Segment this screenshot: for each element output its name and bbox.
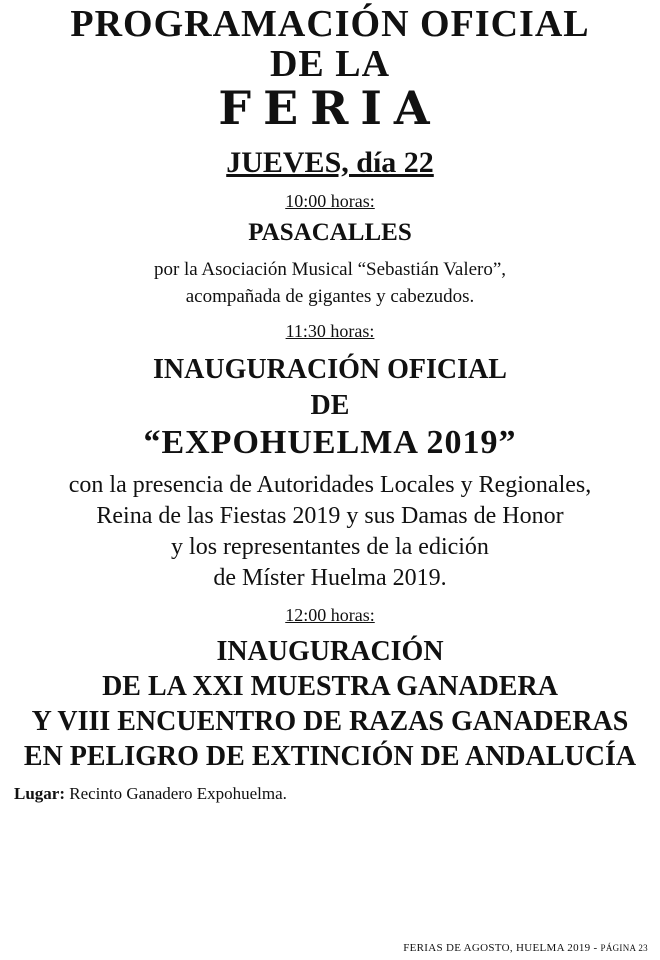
event-title-line: EN PELIGRO DE EXTINCIÓN DE ANDALUCÍA	[23, 741, 637, 772]
event-description	[0, 256, 660, 310]
header-title-line2: DE LA	[269, 43, 391, 85]
event-time: 11:30 horas:	[285, 321, 375, 341]
event-description-line: y los representantes de la edición	[171, 534, 489, 560]
event-description	[0, 470, 660, 594]
event-title-line: DE LA XXI MUESTRA GANADERA	[102, 671, 558, 702]
event-time: 12:00 horas:	[285, 605, 375, 625]
header-title-line1: PROGRAMACIÓN OFICIAL	[70, 3, 590, 45]
event-title-line: DE	[310, 390, 350, 421]
event-title-line: INAUGURACIÓN	[216, 636, 444, 667]
location-value: Recinto Ganadero Expohuelma.	[65, 784, 287, 803]
event-description-line: con la presencia de Autoridades Locales y Regionales,	[68, 472, 592, 498]
event-description-line: de Míster Huelma 2019.	[213, 565, 447, 591]
event-title	[0, 634, 660, 774]
event-title	[0, 352, 660, 462]
event-time: 10:00 horas:	[285, 191, 375, 211]
header-title-line3: FERIA	[218, 81, 442, 135]
event-title-line: “EXPOHUELMA 2019”	[143, 424, 517, 461]
location-label: Lugar:	[14, 784, 65, 803]
event-description-line: acompañada de gigantes y cabezudos.	[185, 286, 475, 307]
page-footer	[403, 942, 648, 954]
event-title-line: INAUGURACIÓN OFICIAL	[153, 354, 507, 385]
event-title: PASACALLES	[248, 219, 412, 246]
event-description-line: por la Asociación Musical “Sebastián Valero”,	[153, 259, 507, 280]
location	[14, 784, 660, 804]
page-number: PÁGINA 23	[600, 943, 648, 953]
event-title-line: Y VIII ENCUENTRO DE RAZAS GANADERAS	[31, 706, 629, 737]
event-description-line: Reina de las Fiestas 2019 y sus Damas de Honor	[96, 503, 564, 529]
footer-text: FERIAS DE AGOSTO, HUELMA 2019 -	[403, 942, 601, 954]
day-heading: JUEVES, día 22	[226, 146, 434, 179]
